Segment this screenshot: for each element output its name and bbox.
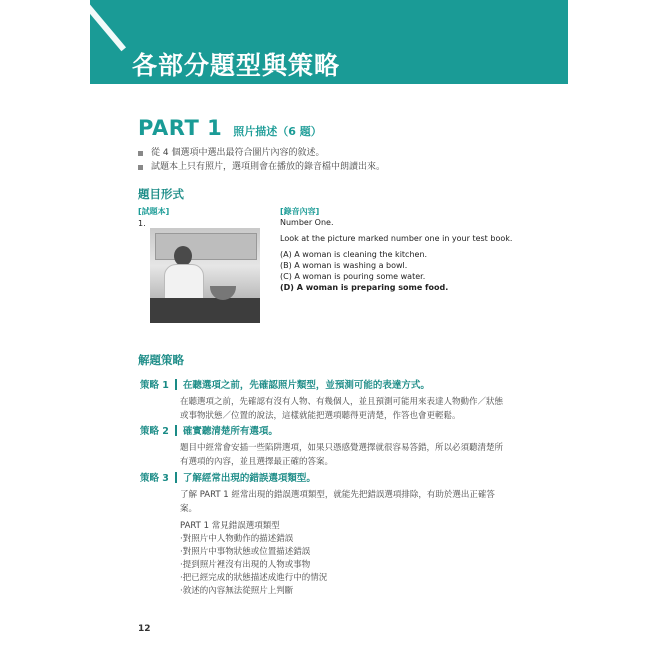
strategy-1 — [140, 377, 503, 423]
script-label: [錄音內容] — [280, 207, 320, 216]
part-heading — [138, 116, 322, 140]
script-line: (C) A woman is pouring some water. — [280, 272, 426, 281]
strategy-body — [180, 395, 503, 423]
strategy-divider — [175, 379, 177, 390]
strategy-heading: 了解經常出現的錯誤選項類型。 — [182, 473, 316, 484]
list-item: ‧敘述的內容無法從照片上判斷 — [180, 586, 294, 596]
strategy-body-line: 有選項的內容，並且選擇最正確的答案。 — [180, 457, 334, 467]
strategy-heading: 確實聽清楚所有選項。 — [182, 426, 278, 437]
photo-counter — [150, 298, 260, 323]
bullet-square-icon — [138, 151, 143, 156]
strategy-body-line: 題目中經常會安插一些陷阱選項，如果只憑感覺選擇就很容易答錯，所以必須聽清楚所 — [180, 443, 504, 453]
strategy-section-title: 解題策略 — [138, 353, 184, 367]
bullet-square-icon — [138, 165, 143, 170]
bullet-text: 從 4 個選項中選出最符合圖片內容的敘述。 — [151, 148, 325, 158]
test-book-label: [試題本] — [138, 207, 170, 216]
script-line-answer: (D) A woman is preparing some food. — [280, 283, 449, 292]
script-line: Look at the picture marked number one in your test book. — [280, 234, 513, 243]
error-type-list-title: PART 1 常見錯誤選項類型 — [180, 521, 280, 531]
strategy-3 — [140, 470, 495, 598]
strategy-heading: 在聽選項之前，先確認照片類型，並預測可能的表達方式。 — [182, 380, 430, 391]
intro-bullets — [138, 146, 385, 174]
error-type-list — [180, 520, 495, 598]
photo-cabinet — [155, 233, 257, 260]
list-item: ‧提到照片裡沒有出現的人物或事物 — [180, 560, 311, 570]
strategy-tag: 策略 3 — [140, 473, 169, 484]
list-item: ‧對照片中事物狀態或位置描述錯誤 — [180, 547, 311, 557]
strategy-body-line: 或事物狀態／位置的說法，這樣就能把選項聽得更清楚，作答也會更輕鬆。 — [180, 411, 461, 421]
part-label: PART 1 — [138, 116, 223, 140]
kitchen-photo — [150, 228, 260, 323]
strategy-tag: 策略 1 — [140, 380, 169, 391]
strategy-2 — [140, 423, 503, 469]
format-section-title: 題目形式 — [138, 187, 184, 201]
strategy-divider — [175, 472, 177, 483]
list-item: ‧對照片中人物動作的描述錯誤 — [180, 534, 294, 544]
bullet-text: 試題本上只有照片，選項則會在播放的錄音檔中朗讀出來。 — [151, 162, 386, 172]
photo-woman-head — [174, 246, 192, 266]
page-number: 12 — [138, 624, 151, 634]
strategy-tag: 策略 2 — [140, 426, 169, 437]
test-book-sample — [138, 206, 169, 228]
strategy-body-line: 了解 PART 1 經常出現的錯誤選項類型，就能先把錯誤選項排除，有助於選出正確答 — [180, 490, 495, 500]
audio-script — [280, 206, 512, 293]
strategy-body — [180, 488, 495, 516]
strategy-body-line: 在聽選項之前，先確認有沒有人物、有幾個人，並且預測可能用來表達人物動作／狀態 — [180, 397, 504, 407]
list-item: ‧把已經完成的狀態描述成進行中的情況 — [180, 573, 328, 583]
header-band — [90, 0, 568, 84]
part-subtitle: 照片描述（6 題） — [233, 125, 322, 138]
header-diagonal-stripe — [90, 0, 126, 51]
script-line: Number One. — [280, 218, 334, 227]
page-title: 各部分題型與策略 — [132, 51, 341, 80]
script-line: (B) A woman is washing a bowl. — [280, 261, 408, 270]
bullet-item — [138, 146, 385, 160]
question-number: 1. — [138, 219, 146, 228]
script-line: (A) A woman is cleaning the kitchen. — [280, 250, 428, 259]
strategy-divider — [175, 425, 177, 436]
strategy-body-line: 案。 — [180, 504, 198, 514]
strategy-body — [180, 441, 503, 469]
bullet-item — [138, 160, 385, 174]
